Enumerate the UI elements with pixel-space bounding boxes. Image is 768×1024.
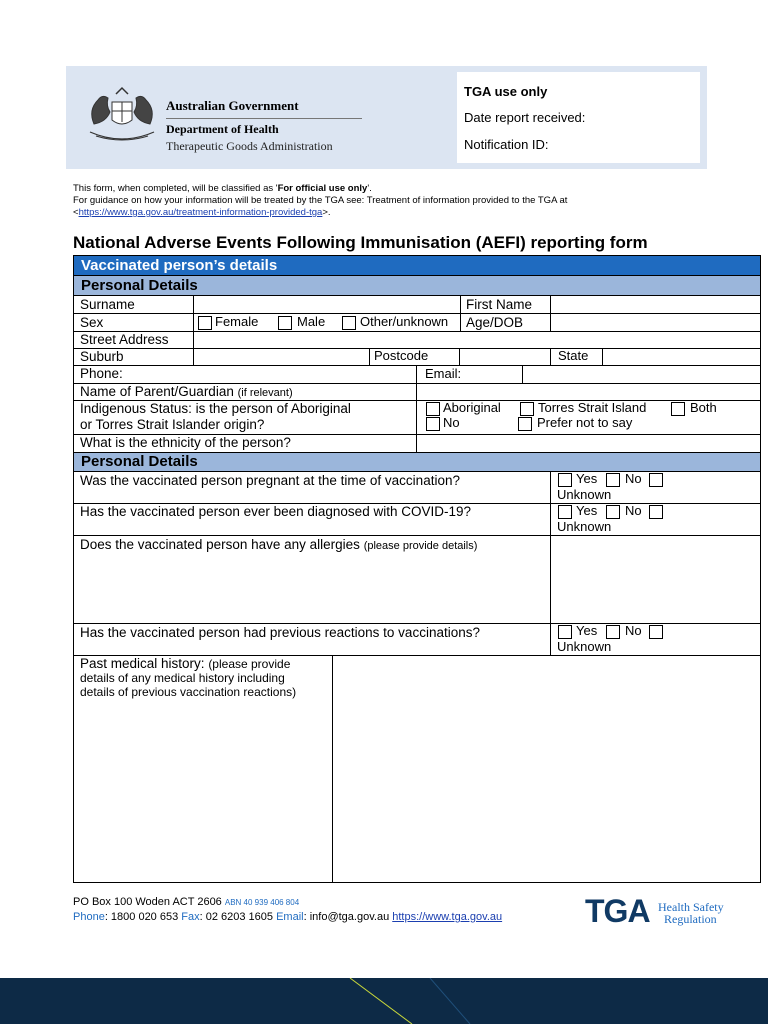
section-title: Vaccinated person’s details	[74, 256, 760, 275]
pregnant-no-label: No	[625, 471, 642, 486]
first-name-label: First Name	[466, 297, 533, 312]
footer-decoration	[0, 978, 768, 1024]
subheading-personal-details: Personal Details	[74, 275, 760, 295]
age-dob-field[interactable]	[551, 314, 760, 331]
tga-website-link[interactable]: https://www.tga.gov.au	[392, 911, 503, 923]
email-label: Email:	[425, 366, 462, 381]
row-rule	[74, 471, 760, 472]
no-label: No	[443, 415, 460, 430]
street-address-field[interactable]	[194, 332, 760, 348]
form-title: National Adverse Events Following Immunisation (AEFI) reporting form	[73, 233, 648, 252]
torres-strait-checkbox[interactable]	[520, 402, 534, 416]
covid-yes-checkbox[interactable]	[558, 505, 572, 519]
reactions-unknown-checkbox[interactable]	[649, 625, 663, 639]
age-dob-label: Age/DOB	[466, 315, 524, 330]
allergies-details-field[interactable]	[551, 536, 760, 623]
coat-of-arms-logo	[82, 84, 162, 146]
pregnant-question: Was the vaccinated person pregnant at the time of vaccination?	[80, 473, 460, 488]
reactions-no-checkbox[interactable]	[606, 625, 620, 639]
state-label: State	[558, 348, 589, 363]
aboriginal-checkbox[interactable]	[426, 402, 440, 416]
aboriginal-label: Aboriginal	[443, 400, 501, 415]
postcode-label: Postcode	[374, 348, 429, 363]
covid-unknown-label: Unknown	[557, 519, 612, 534]
row-rule	[74, 623, 760, 624]
both-label: Both	[690, 400, 717, 415]
tga-logo: TGA Health Safety Regulation	[585, 893, 724, 929]
ethnicity-field[interactable]	[417, 435, 760, 452]
suburb-label: Suburb	[80, 349, 124, 364]
sex-label: Sex	[80, 315, 104, 330]
contact-line: Phone: 1800 020 653 Fax: 02 6203 1605 Email: info@tga.gov.au https://www.tga.gov.au	[73, 911, 503, 923]
covid-no-label: No	[625, 503, 642, 518]
medical-history-note-3: details of previous vaccination reactions)	[80, 685, 297, 699]
email-field[interactable]	[523, 366, 760, 383]
covid-yes-label: Yes	[576, 503, 598, 518]
tga-use-only-box	[457, 72, 700, 163]
treatment-info-link[interactable]: https://www.tga.gov.au/treatment-information-provided-tga	[78, 207, 323, 218]
postal-address: PO Box 100 Woden ACT 2606 ABN 40 939 406 804	[73, 896, 300, 908]
postcode-field[interactable]	[460, 349, 550, 365]
street-address-label: Street Address	[80, 332, 169, 347]
other-unknown-label: Other/unknown	[360, 314, 449, 329]
male-checkbox[interactable]	[278, 316, 292, 330]
agency-name: Therapeutic Goods Administration	[166, 139, 333, 153]
divider	[166, 118, 362, 119]
prefer-not-checkbox[interactable]	[518, 417, 532, 431]
covid-question: Has the vaccinated person ever been diagnosed with COVID-19?	[80, 504, 471, 519]
classification-note: This form, when completed, will be classified as 'For official use only'.	[73, 183, 372, 194]
phone-field[interactable]	[80, 366, 416, 383]
phone-label: Phone:	[80, 366, 123, 381]
state-field[interactable]	[603, 349, 760, 365]
covid-unknown-checkbox[interactable]	[649, 505, 663, 519]
guardian-label: Name of Parent/Guardian (if relevant)	[80, 384, 293, 399]
col-rule	[369, 348, 370, 365]
date-received-label: Date report received:	[464, 110, 586, 125]
covid-no-checkbox[interactable]	[606, 505, 620, 519]
male-label: Male	[297, 314, 326, 329]
medical-history-label: Past medical history: (please provide	[80, 656, 291, 671]
pregnant-yes-label: Yes	[576, 471, 598, 486]
female-checkbox[interactable]	[198, 316, 212, 330]
indigenous-question-line2: or Torres Strait Islander origin?	[80, 417, 265, 432]
prefer-not-label: Prefer not to say	[537, 415, 633, 430]
pregnant-unknown-checkbox[interactable]	[649, 473, 663, 487]
subheading-personal-details-2: Personal Details	[74, 452, 760, 471]
notification-id-label: Notification ID:	[464, 137, 549, 152]
guidance-note: For guidance on how your information will be treated by the TGA see: Treatment of information provided to the TGA at	[73, 195, 568, 206]
indigenous-question-line1: Indigenous Status: is the person of Aboriginal	[80, 401, 351, 416]
first-name-field[interactable]	[551, 296, 760, 313]
col-rule	[460, 295, 461, 331]
ethnicity-label: What is the ethnicity of the person?	[80, 435, 291, 450]
guardian-field[interactable]	[417, 384, 760, 400]
reactions-question: Has the vaccinated person had previous reactions to vaccinations?	[80, 625, 480, 640]
department-name: Department of Health	[166, 122, 279, 136]
allergies-question: Does the vaccinated person have any allergies (please provide details)	[80, 537, 478, 552]
reactions-no-label: No	[625, 623, 642, 638]
reactions-yes-label: Yes	[576, 623, 598, 638]
pregnant-no-checkbox[interactable]	[606, 473, 620, 487]
reactions-unknown-label: Unknown	[557, 639, 612, 654]
guidance-link-line: <https://www.tga.gov.au/treatment-information-provided-tga>.	[73, 207, 331, 218]
reactions-yes-checkbox[interactable]	[558, 625, 572, 639]
govt-name: Australian Government	[166, 98, 299, 113]
pregnant-yes-checkbox[interactable]	[558, 473, 572, 487]
female-label: Female	[215, 314, 259, 329]
surname-label: Surname	[80, 297, 135, 312]
other-unknown-checkbox[interactable]	[342, 316, 356, 330]
no-checkbox[interactable]	[426, 417, 440, 431]
col-rule	[550, 348, 551, 365]
medical-history-note-2: details of any medical history including	[80, 671, 285, 685]
footer-bar	[0, 978, 768, 1024]
torres-strait-label: Torres Strait Island	[538, 400, 647, 415]
tga-use-only-label: TGA use only	[464, 84, 548, 99]
medical-history-field[interactable]	[333, 656, 760, 882]
both-checkbox[interactable]	[671, 402, 685, 416]
surname-field[interactable]	[194, 296, 460, 313]
pregnant-unknown-label: Unknown	[557, 487, 612, 502]
form-table	[73, 255, 761, 883]
suburb-field[interactable]	[194, 349, 369, 365]
